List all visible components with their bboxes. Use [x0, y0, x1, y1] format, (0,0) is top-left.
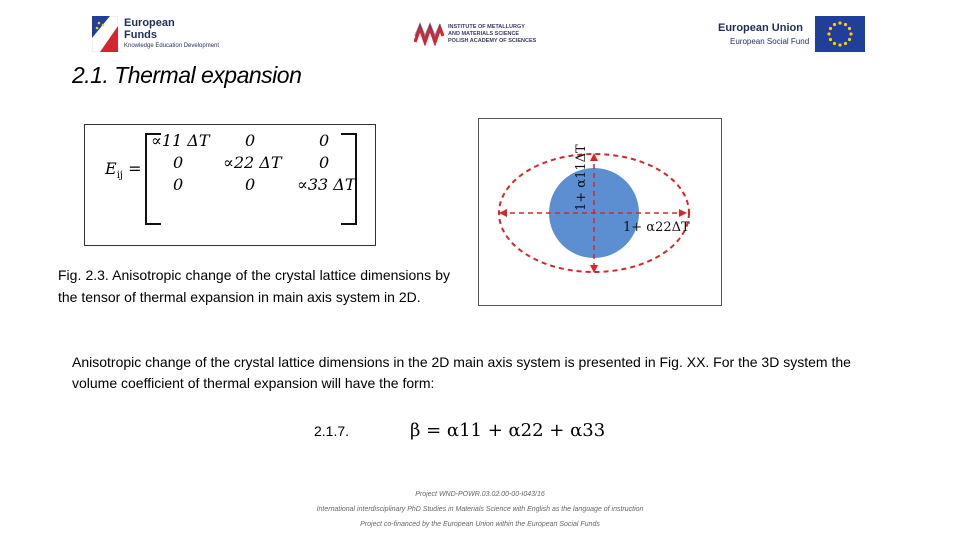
matrix-cell-2-2: ∝22 ΔT — [223, 153, 282, 172]
vertical-expansion-label: 1+ α11ΔT — [574, 144, 589, 211]
matrix-cell-1-2: 0 — [245, 131, 256, 150]
eu-flag-icon — [815, 16, 865, 52]
arrow-left-icon — [499, 209, 507, 217]
european-funds-flag-icon — [92, 16, 118, 52]
anisotropic-expansion-figure — [478, 118, 722, 306]
eu-union-subtitle: European Social Fund — [730, 37, 810, 46]
expansion-diagram — [479, 119, 721, 305]
thermal-expansion-tensor — [84, 124, 376, 246]
institute-line-2: AND MATERIALS SCIENCE — [448, 31, 520, 37]
eu-union-title: European Union — [718, 22, 803, 34]
institute-mark-icon — [414, 22, 444, 46]
footer-project-id: Project WND-POWR.03.02.00-00-I043/16 — [415, 491, 545, 498]
tensor-lhs: $E_{ij}$ = — [105, 159, 142, 182]
horizontal-expansion-label: 1+ α22ΔT — [623, 220, 690, 235]
eu-funds-title-2: Funds — [124, 29, 157, 41]
european-funds-logo — [92, 14, 252, 56]
volume-expansion-equation: β = α11 + α22 + α33 — [410, 420, 606, 441]
matrix-cell-1-3: 0 — [319, 131, 330, 150]
institute-line-3: POLISH ACADEMY OF SCIENCES — [448, 38, 537, 44]
eu-funds-title-1: European — [124, 17, 175, 29]
figure-caption: Fig. 2.3. Anisotropic change of the crystal lattice dimensions by the tensor of thermal expansion in main axis system in 2D. — [58, 267, 450, 305]
matrix-cell-3-1: 0 — [173, 175, 184, 194]
matrix-cell-3-3: ∝33 ΔT — [297, 175, 356, 194]
european-union-logo — [718, 16, 868, 54]
arrow-right-icon — [679, 209, 687, 217]
eu-funds-subtitle: Knowledge Education Development — [124, 43, 220, 49]
equation-number: 2.1.7. — [314, 423, 350, 439]
matrix-cell-1-1: ∝11 ΔT — [151, 131, 210, 150]
tensor-lhs-subscript: ij — [116, 170, 123, 182]
institute-logo — [414, 18, 564, 50]
footer-program: International interdisciplinary PhD Studies in Materials Science with English as the language of instruction — [316, 506, 644, 513]
footer-cofinance: Project co-financed by the European Union within the European Social Funds — [360, 521, 600, 528]
matrix-cell-2-3: 0 — [319, 153, 330, 172]
body-paragraph: Anisotropic change of the crystal lattice dimensions in the 2D main axis system is presented in Fig. XX. For the 3D system the volume coefficient of thermal expansion will have the form: — [72, 354, 851, 391]
tensor-lhs-symbol: E — [105, 159, 117, 178]
institute-line-1: INSTITUTE OF METALLURGY — [448, 24, 525, 30]
page-title: 2.1. Thermal expansion — [72, 62, 302, 88]
matrix-cell-2-1: 0 — [173, 153, 184, 172]
matrix-cell-3-2: 0 — [245, 175, 256, 194]
